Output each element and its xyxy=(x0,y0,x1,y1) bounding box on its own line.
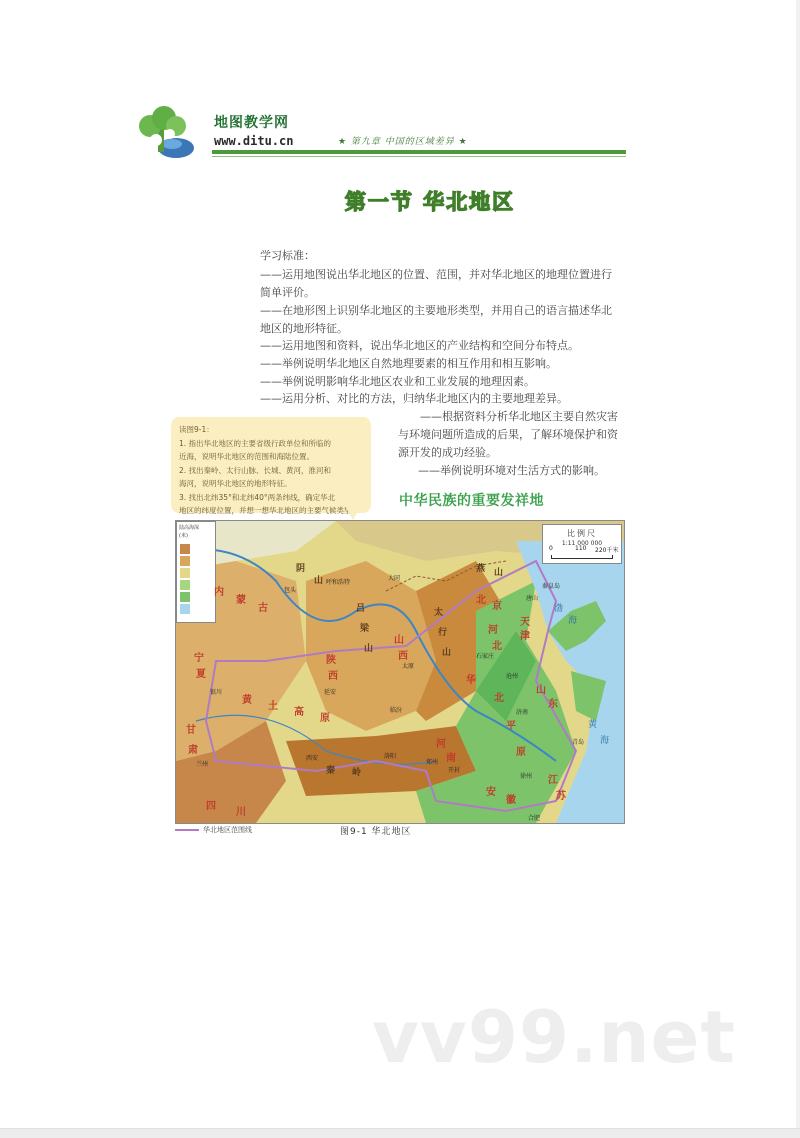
legend-swatch xyxy=(180,580,190,590)
standard-line: 源开发的成功经验。 xyxy=(398,446,497,459)
city-label: 呼和浩特 xyxy=(326,579,351,586)
scale-tick: 0 xyxy=(549,545,553,552)
city-label: 唐山 xyxy=(526,595,539,602)
city-label: 洛阳 xyxy=(384,753,397,760)
legend-swatch xyxy=(180,604,190,614)
scale-box xyxy=(542,524,622,564)
region-label: 北 xyxy=(492,641,502,652)
mountain-label: 秦 xyxy=(326,766,336,776)
city-label: 徐州 xyxy=(520,773,533,780)
scale-ratio: 1:11 000 000 xyxy=(561,540,603,547)
site-name: 地图教学网 xyxy=(214,115,289,131)
standard-line: 与环境问题所造成的后果，了解环境保护和资 xyxy=(398,428,618,441)
city-label: 延安 xyxy=(324,689,337,696)
standard-line: ——运用地图说出华北地区的位置、范围，并对华北地区的地理位置进行 xyxy=(260,268,612,281)
scale-tick: 220千米 xyxy=(595,547,619,554)
city-label: 包头 xyxy=(284,587,297,594)
legend-swatch xyxy=(180,568,190,578)
standard-line: 简单评价。 xyxy=(260,286,315,299)
site-url[interactable]: www.ditu.cn xyxy=(214,134,294,148)
scale-tick: 110 xyxy=(575,545,587,552)
city-label: 秦皇岛 xyxy=(542,583,561,590)
standard-line: ——举例说明华北地区自然地理要素的相互作用和相互影响。 xyxy=(260,357,557,370)
city-label: 济南 xyxy=(516,709,529,716)
region-label: 河 xyxy=(488,625,498,636)
standard-line: ——在地形图上识别华北地区的主要地形类型，并用自己的语言描述华北 xyxy=(260,304,612,317)
map-legend xyxy=(176,521,216,623)
city-label: 太原 xyxy=(402,663,415,670)
region-label: 津 xyxy=(520,631,530,642)
region-label: 北 xyxy=(476,595,486,606)
scale-title: 比例尺 xyxy=(567,529,597,538)
mountain-label: 山 xyxy=(494,568,504,578)
boundary-line-swatch xyxy=(175,829,199,831)
activity-line: 2. 找出秦岭、太行山脉、长城、黄河，淮河和 xyxy=(179,465,332,475)
mountain-label: 太 xyxy=(434,608,444,618)
figure-caption: 图9-1 华北地区 xyxy=(340,827,412,837)
region-label: 高 xyxy=(294,707,304,718)
mountain-label: 山 xyxy=(442,648,452,658)
region-label: 黄 xyxy=(242,695,252,706)
standard-line: ——运用分析、对比的方法，归纳华北地区内的主要地理差异。 xyxy=(260,392,568,405)
header-rule xyxy=(212,150,626,154)
city-label: 开封 xyxy=(448,767,461,774)
region-label: 内 xyxy=(214,587,224,598)
region-label: 甘 xyxy=(186,725,196,736)
region-label: 土 xyxy=(268,701,278,712)
region-label: 陕 xyxy=(326,655,336,666)
region-label: 东 xyxy=(548,699,558,710)
region-label: 夏 xyxy=(196,669,206,680)
activity-box xyxy=(171,417,371,513)
city-label: 西安 xyxy=(306,755,319,762)
region-label: 京 xyxy=(492,601,502,612)
activity-line: 海河，说明华北地区的地形特征。 xyxy=(179,479,292,488)
activity-line: 1. 指出华北地区的主要省级行政单位和所临的 xyxy=(179,438,332,448)
legend-swatch xyxy=(180,556,190,566)
region-label: 西 xyxy=(328,671,338,682)
activity-line: 近海，说明华北地区的范围和海陆位置。 xyxy=(179,452,314,461)
section-title: 第一节 华北地区 xyxy=(344,190,516,214)
boundary-legend-label: 华北地区范围线 xyxy=(203,826,252,834)
tree-globe-logo-icon xyxy=(136,104,212,160)
city-label: 郑州 xyxy=(426,759,439,766)
sea-label: 海 xyxy=(600,736,610,746)
legend-title: 陆高海深 xyxy=(179,525,200,531)
region-label: 安 xyxy=(486,787,496,798)
mountain-label: 吕 xyxy=(356,604,366,614)
region-label: 平 xyxy=(506,721,516,732)
sea-label: 海 xyxy=(568,616,578,626)
city-label: 临汾 xyxy=(390,707,403,714)
sea-label: 渤 xyxy=(554,604,564,614)
standards-heading: 学习标准： xyxy=(260,249,315,262)
region-label: 北 xyxy=(494,693,504,704)
activity-line: 读图9-1： xyxy=(179,425,214,434)
region-label: 苏 xyxy=(556,791,566,802)
mountain-label: 山 xyxy=(314,576,324,586)
activity-pointer xyxy=(345,506,361,520)
region-label: 徽 xyxy=(506,795,516,806)
city-label: 青岛 xyxy=(572,739,585,746)
subheading: 中华民族的重要发祥地 xyxy=(399,493,544,509)
mountain-label: 梁 xyxy=(360,624,370,634)
standard-line: ——举例说明环境对生活方式的影响。 xyxy=(418,464,605,477)
city-label: 银川 xyxy=(210,689,223,696)
mountain-label: 行 xyxy=(438,628,448,638)
region-label: 华 xyxy=(466,675,476,686)
city-label: 兰州 xyxy=(196,761,209,768)
region-label: 西 xyxy=(398,651,408,662)
region-label: 四 xyxy=(206,801,216,812)
region-label: 山 xyxy=(394,635,404,646)
legend-swatch xyxy=(180,544,190,554)
mountain-label: 岭 xyxy=(352,768,362,778)
mountain-label: 燕 xyxy=(476,564,486,574)
legend-swatch xyxy=(180,592,190,602)
region-label: 河 xyxy=(436,739,446,750)
mountain-label: 山 xyxy=(364,644,374,654)
boundary-legend xyxy=(175,825,252,835)
standard-line: 地区的地形特征。 xyxy=(260,322,348,335)
activity-line: 3. 找出北纬35°和北纬40°两条纬线，确定华北 xyxy=(179,492,336,502)
region-label: 古 xyxy=(258,603,268,614)
region-label: 天 xyxy=(520,617,530,628)
watermark: vv99.net xyxy=(372,995,736,1079)
standard-line: ——根据资料分析华北地区主要自然灾害 xyxy=(420,410,618,423)
region-label: 江 xyxy=(548,775,558,786)
scale-bar xyxy=(551,555,613,559)
sea-label: 黄 xyxy=(588,720,598,730)
header-rule-thin xyxy=(212,156,626,157)
city-label: 合肥 xyxy=(528,815,541,822)
region-label: 蒙 xyxy=(236,595,246,606)
mountain-label: 阴 xyxy=(296,564,306,574)
region-label: 原 xyxy=(516,747,526,758)
region-label: 原 xyxy=(320,713,330,724)
north-china-map xyxy=(175,520,625,824)
activity-line: 地区的纬度位置，并想一想华北地区的主要气候类型。 xyxy=(179,506,359,515)
region-label: 山 xyxy=(536,685,546,696)
city-label: 大同 xyxy=(388,575,401,582)
standard-line: ——运用地图和资料，说出华北地区的产业结构和空间分布特点。 xyxy=(260,339,579,352)
legend-unit: (米) xyxy=(179,533,188,539)
region-label: 川 xyxy=(236,807,246,818)
region-label: 肃 xyxy=(188,745,198,756)
city-label: 沧州 xyxy=(506,673,519,680)
region-label: 南 xyxy=(446,753,456,764)
region-label: 宁 xyxy=(194,653,204,664)
city-label: 石家庄 xyxy=(476,653,495,660)
chapter-label: ★ 第九章 中国的区域差异 ★ xyxy=(338,137,468,147)
standard-line: ——举例说明影响华北地区农业和工业发展的地理因素。 xyxy=(260,375,535,388)
